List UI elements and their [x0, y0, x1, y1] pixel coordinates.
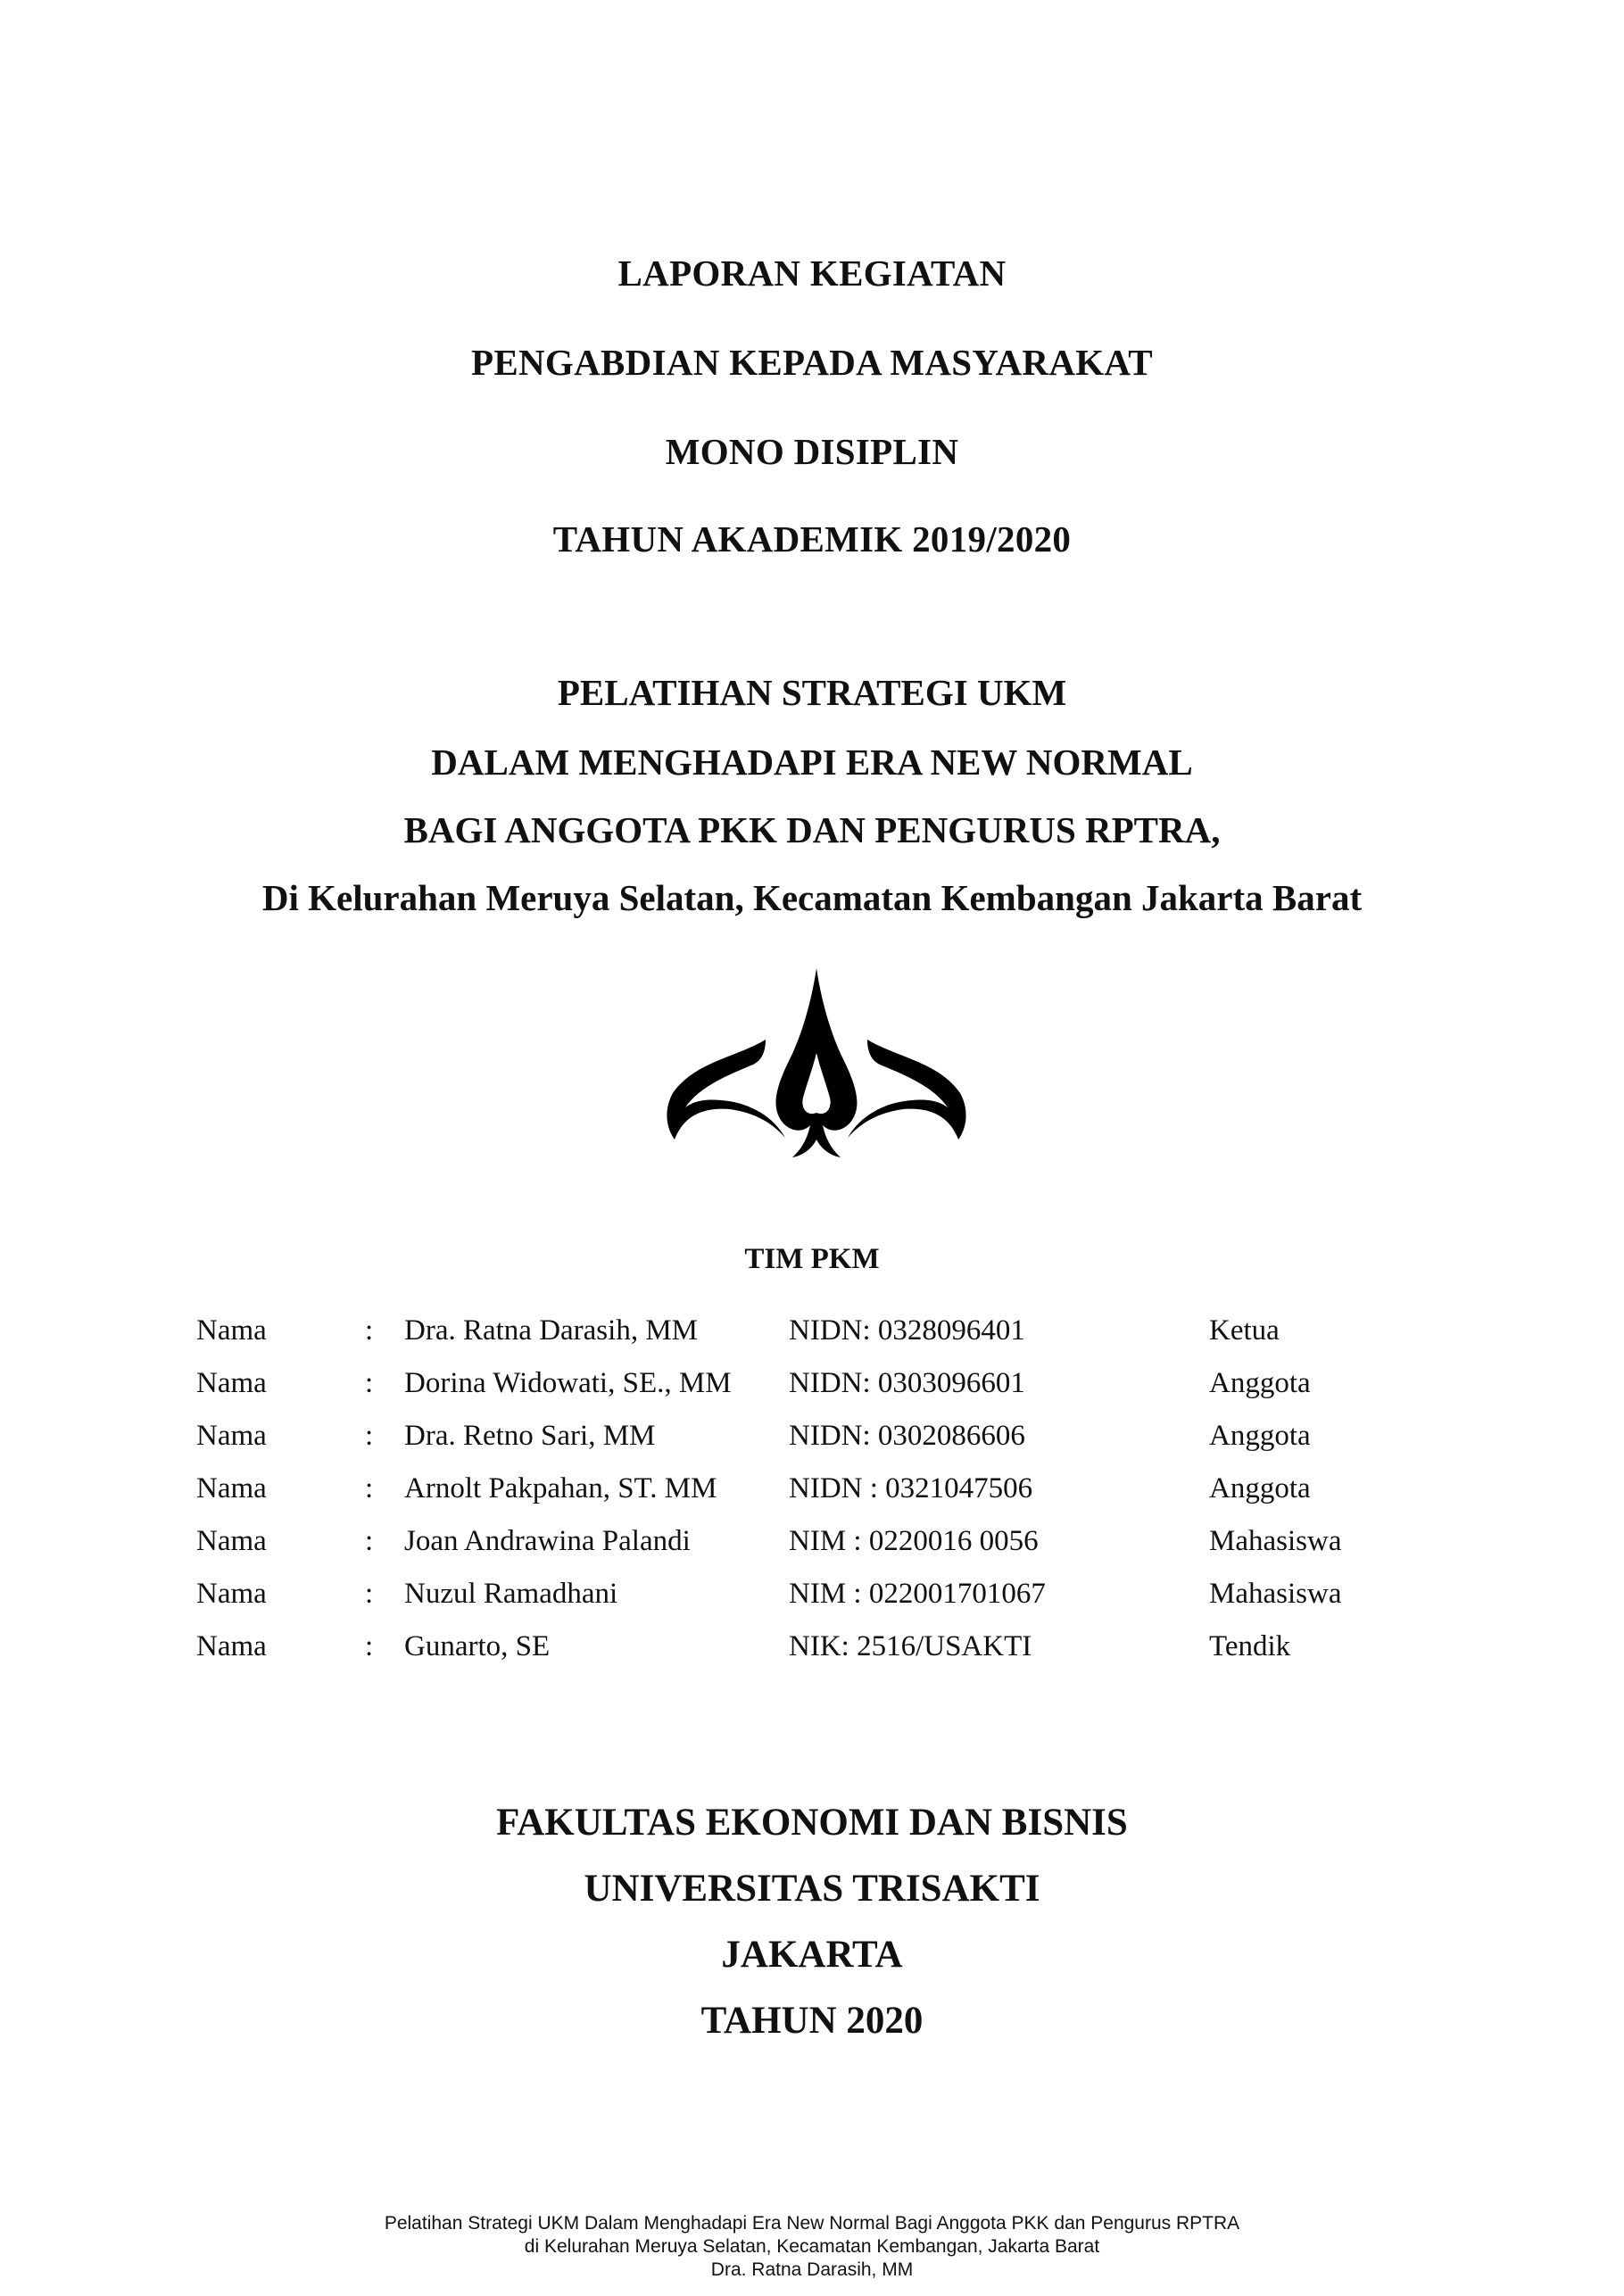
member-id: NIK: 2516/USAKTI [789, 1630, 1032, 1662]
footer-line-3: Dra. Ratna Darasih, MM [710, 2259, 914, 2280]
member-role: Ketua [1209, 1314, 1280, 1347]
member-colon: : [365, 1314, 374, 1347]
member-label: Nama [196, 1630, 267, 1662]
member-id: NIM : 022001701067 [789, 1578, 1046, 1610]
title-line-4: Di Kelurahan Meruya Selatan, Kecamatan Kembangan Jakarta Barat [261, 877, 1363, 918]
member-name: Nuzul Ramadhani [404, 1578, 618, 1610]
title-line-1: PELATIHAN STRATEGI UKM [557, 672, 1067, 713]
member-name: Arnolt Pakpahan, ST. MM [404, 1472, 717, 1504]
member-id: NIDN: 0303096601 [789, 1367, 1025, 1399]
member-label: Nama [196, 1472, 267, 1504]
member-colon: : [365, 1578, 374, 1610]
member-name: Gunarto, SE [404, 1630, 551, 1662]
report-type-heading: LAPORAN KEGIATAN [617, 253, 1007, 294]
team-member-row [0, 1420, 1624, 1459]
footer-line-2: di Kelurahan Meruya Selatan, Kecamatan Kembangan, Jakarta Barat [524, 2236, 1100, 2257]
member-name: Dra. Ratna Darasih, MM [404, 1314, 699, 1347]
footer-line-1: Pelatihan Strategi UKM Dalam Menghadapi Era New Normal Bagi Anggota PKK dan Pengurus RPTRA [384, 2213, 1240, 2234]
member-role: Tendik [1209, 1630, 1291, 1662]
member-role: Anggota [1209, 1367, 1311, 1399]
member-label: Nama [196, 1578, 267, 1610]
member-id: NIM : 0220016 0056 [789, 1525, 1039, 1557]
member-name: Dra. Retno Sari, MM [404, 1420, 656, 1452]
member-name: Dorina Widowati, SE., MM [404, 1367, 732, 1399]
member-colon: : [365, 1367, 374, 1399]
member-id: NIDN: 0302086606 [789, 1420, 1025, 1452]
faculty-name: FAKULTAS EKONOMI DAN BISNIS [496, 1802, 1128, 1844]
team-member-row [0, 1367, 1624, 1406]
team-member-row [0, 1525, 1624, 1564]
publication-year: TAHUN 2020 [700, 2000, 924, 2042]
member-label: Nama [196, 1314, 267, 1347]
member-colon: : [365, 1525, 374, 1557]
member-colon: : [365, 1420, 374, 1452]
member-role: Anggota [1209, 1472, 1311, 1504]
program-heading: PENGABDIAN KEPADA MASYARAKAT [471, 342, 1153, 383]
member-name: Joan Andrawina Palandi [404, 1525, 691, 1557]
discipline-heading: MONO DISIPLIN [665, 431, 959, 472]
member-label: Nama [196, 1525, 267, 1557]
academic-year-heading: TAHUN AKADEMIK 2019/2020 [552, 518, 1072, 559]
team-member-row [0, 1578, 1624, 1617]
member-label: Nama [196, 1420, 267, 1452]
member-colon: : [365, 1630, 374, 1662]
member-role: Mahasiswa [1209, 1578, 1342, 1610]
member-colon: : [365, 1472, 374, 1504]
trisakti-logo-icon [660, 968, 973, 1173]
member-role: Mahasiswa [1209, 1525, 1342, 1557]
member-role: Anggota [1209, 1420, 1311, 1452]
team-member-row [0, 1472, 1624, 1512]
title-line-3: BAGI ANGGOTA PKK DAN PENGURUS RPTRA, [403, 809, 1221, 850]
city-name: JAKARTA [721, 1934, 903, 1976]
team-member-row [0, 1314, 1624, 1354]
member-label: Nama [196, 1367, 267, 1399]
university-name: UNIVERSITAS TRISAKTI [584, 1868, 1040, 1910]
member-id: NIDN: 0328096401 [789, 1314, 1025, 1347]
title-line-2: DALAM MENGHADAPI ERA NEW NORMAL [431, 742, 1193, 783]
team-heading: TIM PKM [744, 1243, 880, 1275]
team-member-row [0, 1630, 1624, 1670]
member-id: NIDN : 0321047506 [789, 1472, 1033, 1504]
